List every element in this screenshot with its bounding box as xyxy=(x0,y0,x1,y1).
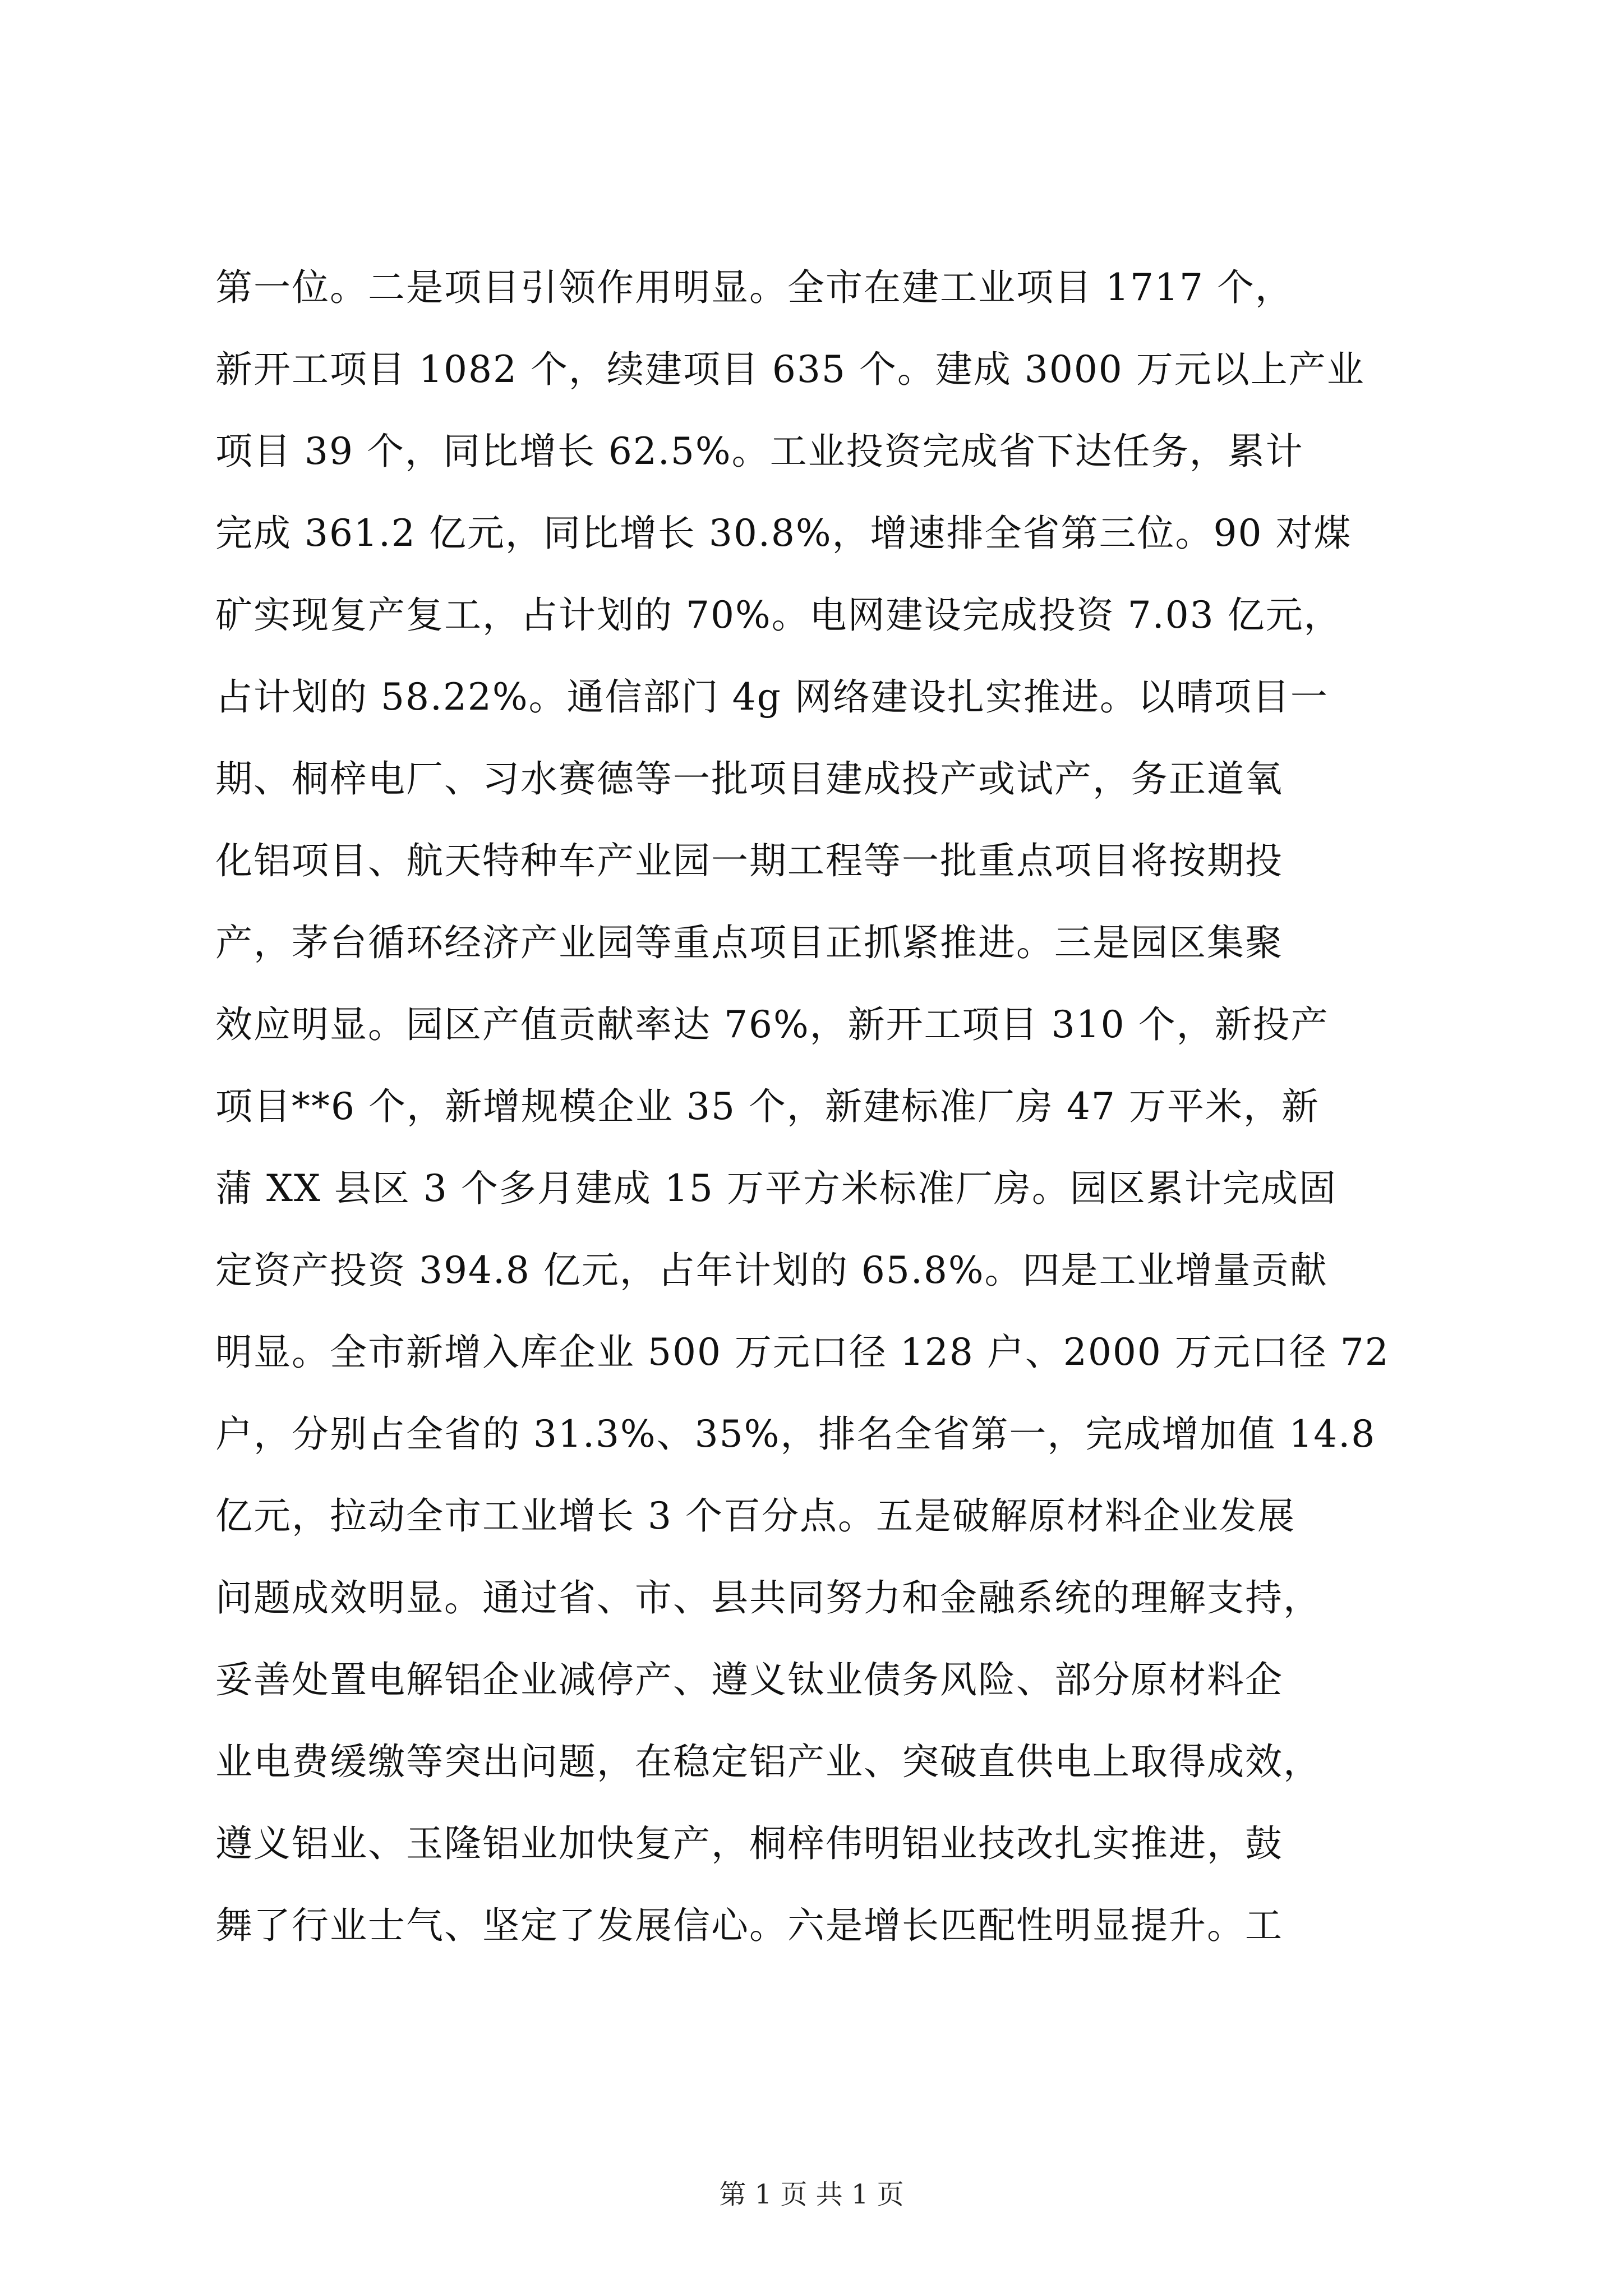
text-line: 问题成效明显。通过省、市、县共同努力和金融系统的理解支持， xyxy=(215,1576,1321,1619)
text-line: 完成 361.2 亿元，同比增长 30.8%，增速排全省第三位。90 对煤 xyxy=(215,512,1352,555)
text-line: 占计划的 58.22%。通信部门 4g 网络建设扎实推进。以晴项目一 xyxy=(215,675,1329,719)
text-line: 遵义铝业、玉隆铝业加快复产，桐梓伟明铝业技改扎实推进，鼓 xyxy=(215,1822,1283,1865)
text-line: 新开工项目 1082 个，续建项目 635 个。建成 3000 万元以上产业 xyxy=(215,348,1365,391)
text-line: 效应明显。园区产值贡献率达 76%，新开工项目 310 个，新投产 xyxy=(215,1003,1329,1046)
text-line: 期、桐梓电厂、习水赛德等一批项目建成投产或试产，务正道氧 xyxy=(215,757,1283,800)
text-line: 舞了行业士气、坚定了发展信心。六是增长匹配性明显提升。工 xyxy=(215,1904,1283,1947)
text-line: 蒲 XX 县区 3 个多月建成 15 万平方米标准厂房。园区累计完成固 xyxy=(215,1167,1337,1210)
text-line: 妥善处置电解铝企业减停产、遵义钛业债务风险、部分原材料企 xyxy=(215,1658,1283,1701)
text-line: 产，茅台循环经济产业园等重点项目正抓紧推进。三是园区集聚 xyxy=(215,921,1283,964)
text-line: 第一位。二是项目引领作用明显。全市在建工业项目 1717 个， xyxy=(215,266,1293,309)
page-footer xyxy=(0,2177,1623,2212)
text-line: 亿元，拉动全市工业增长 3 个百分点。五是破解原材料企业发展 xyxy=(215,1494,1295,1538)
text-line: 化铝项目、航天特种车产业园一期工程等一批重点项目将按期投 xyxy=(215,839,1283,882)
body-paragraph xyxy=(215,247,1488,1967)
text-line: 项目**6 个，新增规模企业 35 个，新建标准厂房 47 万平米，新 xyxy=(215,1085,1320,1128)
text-line: 户，分别占全省的 31.3%、35%，排名全省第一，完成增加值 14.8 xyxy=(215,1412,1376,1456)
text-line: 项目 39 个，同比增长 62.5%。工业投资完成省下达任务，累计 xyxy=(215,430,1304,473)
text-line: 明显。全市新增入库企业 500 万元口径 128 户、2000 万元口径 72 xyxy=(215,1331,1390,1374)
text-line: 业电费缓缴等突出问题，在稳定铝产业、突破直供电上取得成效， xyxy=(215,1740,1321,1783)
page-number-label: 第 1 页 共 1 页 xyxy=(719,2179,904,2210)
text-line: 矿实现复产复工，占计划的 70%。电网建设完成投资 7.03 亿元， xyxy=(215,593,1342,637)
text-line: 定资产投资 394.8 亿元，占年计划的 65.8%。四是工业增量贡献 xyxy=(215,1249,1328,1292)
